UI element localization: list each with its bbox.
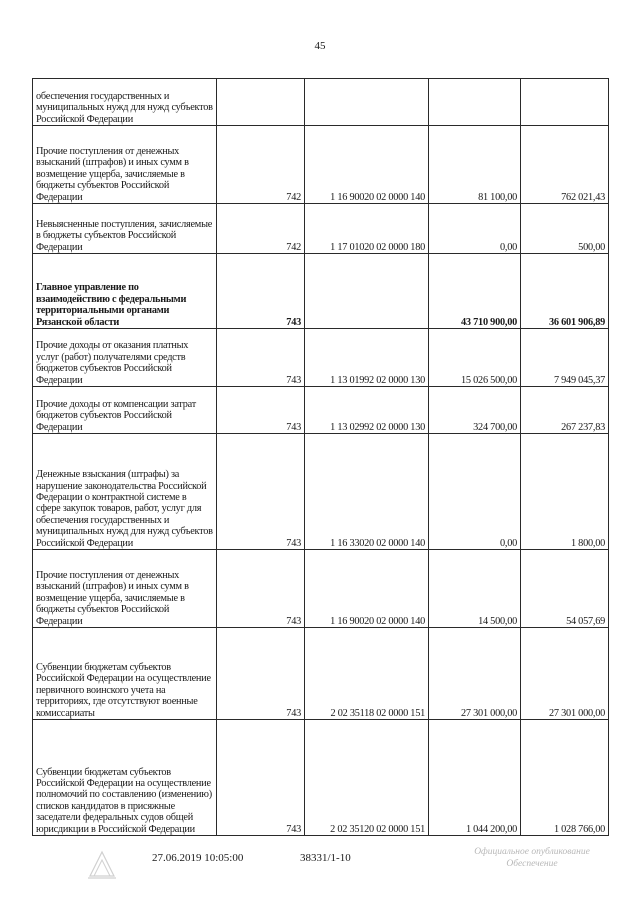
row-admin-code-cell: 743 xyxy=(217,720,305,836)
table-row xyxy=(33,204,609,254)
row-admin-code-cell: 742 xyxy=(217,126,305,204)
table-row xyxy=(33,79,609,126)
row-actual-amount-cell: 54 057,69 xyxy=(521,550,609,628)
row-admin-code-cell xyxy=(217,79,305,126)
row-actual-amount-cell: 500,00 xyxy=(521,204,609,254)
seal-icon xyxy=(82,844,122,884)
table-row xyxy=(33,329,609,387)
table-row-section-header xyxy=(33,254,609,329)
row-name-cell: Прочие поступления от денежных взысканий (штрафов) и иных сумм в возмещение ущерба, зачисляемые в бюджеты субъектов Российской Федерации xyxy=(33,550,217,628)
row-name-cell: Прочие доходы от оказания платных услуг (работ) получателями средств бюджетов субъектов Российской Федерации xyxy=(33,329,217,387)
row-budget-code-cell: 1 13 02992 02 0000 130 xyxy=(305,387,429,434)
table-row xyxy=(33,628,609,720)
table-row xyxy=(33,550,609,628)
row-plan-amount-cell: 0,00 xyxy=(429,434,521,550)
table-row xyxy=(33,126,609,204)
row-name-cell: обеспечения государственных и муниципальных нужд для нужд субъектов Российской Федерации xyxy=(33,79,217,126)
row-admin-code-cell: 743 xyxy=(217,550,305,628)
footer-document-id: 38331/1-10 xyxy=(300,852,351,864)
page-number: 45 xyxy=(314,40,326,52)
row-name-cell: Субвенции бюджетам субъектов Российской Федерации на осуществление полномочий по составлению (изменению) списков кандидатов в присяжные заседатели федеральных судов общей юрисдикции в Российской Федерации xyxy=(33,720,217,836)
row-actual-amount-cell: 1 028 766,00 xyxy=(521,720,609,836)
row-plan-amount-cell xyxy=(429,79,521,126)
row-budget-code-cell: 2 02 35120 02 0000 151 xyxy=(305,720,429,836)
page-footer xyxy=(0,847,640,892)
row-actual-amount-cell: 762 021,43 xyxy=(521,126,609,204)
row-actual-amount-cell: 1 800,00 xyxy=(521,434,609,550)
row-plan-amount-cell: 324 700,00 xyxy=(429,387,521,434)
row-admin-code-cell: 743 xyxy=(217,387,305,434)
row-plan-amount-cell: 1 044 200,00 xyxy=(429,720,521,836)
row-name-cell: Денежные взыскания (штрафы) за нарушение законодательства Российской Федерации о контрактной системе в сфере закупок товаров, работ, услуг для обеспечения государственных и муниципальных нужд для нужд субъектов Российской Федерации xyxy=(33,434,217,550)
row-actual-amount-cell xyxy=(521,79,609,126)
row-name-cell: Невыясненные поступления, зачисляемые в бюджеты субъектов Российской Федерации xyxy=(33,204,217,254)
revenue-table xyxy=(32,78,609,836)
row-budget-code-cell: 1 17 01020 02 0000 180 xyxy=(305,204,429,254)
table-row xyxy=(33,434,609,550)
row-budget-code-cell xyxy=(305,79,429,126)
row-admin-code-cell: 743 xyxy=(217,434,305,550)
row-plan-amount-cell: 27 301 000,00 xyxy=(429,628,521,720)
row-name-cell: Субвенции бюджетам субъектов Российской Федерации на осуществление первичного воинского учета на территориях, где отсутствуют военные комиссариаты xyxy=(33,628,217,720)
row-budget-code-cell: 2 02 35118 02 0000 151 xyxy=(305,628,429,720)
row-plan-amount-cell: 43 710 900,00 xyxy=(429,254,521,329)
row-budget-code-cell: 1 16 90020 02 0000 140 xyxy=(305,126,429,204)
row-name-cell: Прочие доходы от компенсации затрат бюджетов субъектов Российской Федерации xyxy=(33,387,217,434)
row-admin-code-cell: 743 xyxy=(217,329,305,387)
row-plan-amount-cell: 15 026 500,00 xyxy=(429,329,521,387)
row-plan-amount-cell: 14 500,00 xyxy=(429,550,521,628)
footer-date: 27.06.2019 10:05:00 xyxy=(152,852,244,864)
row-budget-code-cell: 1 16 90020 02 0000 140 xyxy=(305,550,429,628)
row-admin-code-cell: 742 xyxy=(217,204,305,254)
row-name-cell: Прочие поступления от денежных взысканий (штрафов) и иных сумм в возмещение ущерба, зачисляемые в бюджеты субъектов Российской Федерации xyxy=(33,126,217,204)
row-actual-amount-cell: 36 601 906,89 xyxy=(521,254,609,329)
row-name-cell: Главное управление по взаимодействию с федеральными территориальными органами Рязанской области xyxy=(33,254,217,329)
row-actual-amount-cell: 267 237,83 xyxy=(521,387,609,434)
table-row xyxy=(33,387,609,434)
table-row xyxy=(33,720,609,836)
row-admin-code-cell: 743 xyxy=(217,628,305,720)
row-budget-code-cell: 1 16 33020 02 0000 140 xyxy=(305,434,429,550)
row-actual-amount-cell: 7 949 045,37 xyxy=(521,329,609,387)
row-plan-amount-cell: 0,00 xyxy=(429,204,521,254)
publication-watermark: Официальное опубликование Обеспечение xyxy=(474,847,590,869)
row-plan-amount-cell: 81 100,00 xyxy=(429,126,521,204)
row-admin-code-cell: 743 xyxy=(217,254,305,329)
row-actual-amount-cell: 27 301 000,00 xyxy=(521,628,609,720)
row-budget-code-cell: 1 13 01992 02 0000 130 xyxy=(305,329,429,387)
row-budget-code-cell xyxy=(305,254,429,329)
